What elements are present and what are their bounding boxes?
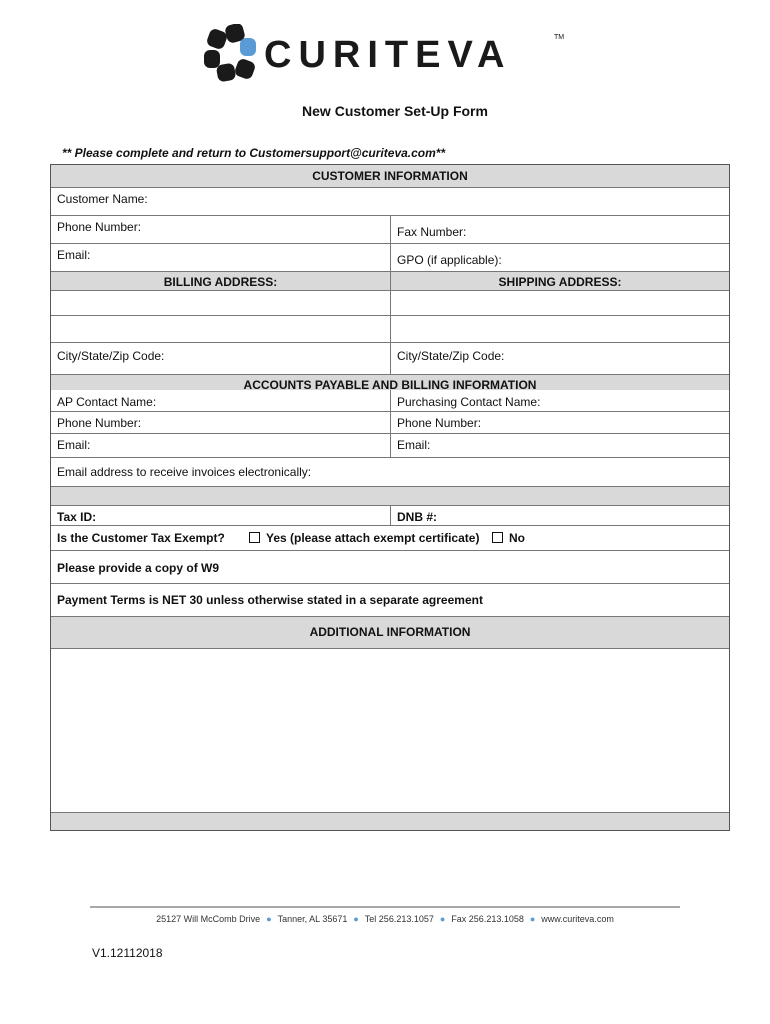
trademark: TM bbox=[554, 34, 565, 41]
billing-address-line-1[interactable] bbox=[51, 291, 391, 315]
shipping-address-line-1[interactable] bbox=[391, 291, 729, 315]
shipping-city-label: City/State/Zip Code: bbox=[397, 349, 505, 363]
purchasing-contact-label: Purchasing Contact Name: bbox=[397, 395, 541, 409]
email-gpo-row bbox=[51, 244, 729, 272]
footer-contact bbox=[90, 914, 680, 924]
dnb-label: DNB #: bbox=[397, 510, 438, 524]
tax-exempt-row bbox=[51, 526, 729, 551]
yes-label: Yes (please attach exempt certificate) bbox=[266, 531, 480, 545]
ap-contact-label: AP Contact Name: bbox=[57, 395, 157, 409]
ap-phone-field[interactable] bbox=[51, 412, 391, 433]
fax-label: Fax Number: bbox=[397, 225, 467, 239]
tax-id-field[interactable] bbox=[51, 506, 391, 525]
footer-address: 25127 Will McComb Drive bbox=[156, 914, 261, 924]
purchasing-phone-label: Phone Number: bbox=[397, 416, 482, 430]
ap-header: ACCOUNTS PAYABLE AND BILLING INFORMATION bbox=[243, 378, 537, 392]
ap-email-field[interactable] bbox=[51, 434, 391, 457]
payment-terms-text: Payment Terms is NET 30 unless otherwise stated in a separate agreement bbox=[57, 593, 483, 607]
additional-info-header-row bbox=[51, 617, 729, 649]
footer-fax: Fax 256.213.1058 bbox=[451, 914, 524, 924]
version-label: V1.12112018 bbox=[92, 946, 163, 960]
ap-phone-label: Phone Number: bbox=[57, 416, 142, 430]
address-line-2-row bbox=[51, 316, 729, 343]
tax-row bbox=[51, 506, 729, 526]
billing-city-label: City/State/Zip Code: bbox=[57, 349, 165, 363]
w9-row bbox=[51, 551, 729, 584]
customer-info-header-row bbox=[51, 165, 729, 188]
dnb-field[interactable] bbox=[391, 506, 729, 525]
instruction-text: ** Please complete and return to Customersupport@curiteva.com** bbox=[62, 146, 446, 160]
form-title: New Customer Set-Up Form bbox=[302, 103, 488, 119]
bullet-icon: ● bbox=[439, 914, 446, 924]
gpo-field[interactable] bbox=[391, 244, 729, 271]
tax-exempt-question: Is the Customer Tax Exempt? bbox=[57, 531, 225, 545]
phone-field[interactable] bbox=[51, 216, 391, 243]
footer-tel: Tel 256.213.1057 bbox=[364, 914, 434, 924]
billing-city-field[interactable] bbox=[51, 343, 391, 374]
ap-email-row bbox=[51, 434, 729, 458]
purchasing-phone-field[interactable] bbox=[391, 412, 729, 433]
customer-name-row[interactable] bbox=[51, 188, 729, 216]
bottom-shaded-row bbox=[51, 813, 729, 830]
no-checkbox[interactable] bbox=[492, 532, 503, 543]
footer-divider bbox=[90, 906, 680, 908]
footer-website[interactable]: www.curiteva.com bbox=[541, 914, 614, 924]
shipping-address-header: SHIPPING ADDRESS: bbox=[498, 275, 622, 289]
logo-mark-icon bbox=[204, 24, 260, 82]
ap-email-label: Email: bbox=[57, 438, 91, 452]
ap-phone-row bbox=[51, 412, 729, 434]
tax-exempt-no[interactable] bbox=[492, 531, 525, 545]
no-label: No bbox=[509, 531, 525, 545]
shipping-address-line-2[interactable] bbox=[391, 316, 729, 342]
address-line-1-row bbox=[51, 291, 729, 316]
w9-text: Please provide a copy of W9 bbox=[57, 561, 220, 575]
email-field[interactable] bbox=[51, 244, 391, 271]
gpo-label: GPO (if applicable): bbox=[397, 253, 502, 267]
phone-fax-row bbox=[51, 216, 729, 244]
phone-label: Phone Number: bbox=[57, 220, 142, 234]
email-label: Email: bbox=[57, 248, 91, 262]
billing-address-line-2[interactable] bbox=[51, 316, 391, 342]
shipping-city-field[interactable] bbox=[391, 343, 729, 374]
billing-address-header: BILLING ADDRESS: bbox=[51, 272, 391, 290]
form-grid bbox=[50, 164, 730, 831]
additional-info-field[interactable] bbox=[51, 649, 729, 813]
payment-terms-row bbox=[51, 584, 729, 617]
tax-id-label: Tax ID: bbox=[57, 510, 97, 524]
customer-name-label: Customer Name: bbox=[57, 192, 148, 206]
curiteva-logo bbox=[204, 22, 564, 86]
invoice-email-label: Email address to receive invoices electronically: bbox=[57, 465, 312, 479]
footer-city: Tanner, AL 35671 bbox=[277, 914, 348, 924]
spacer-row bbox=[51, 487, 729, 506]
additional-info-header: ADDITIONAL INFORMATION bbox=[309, 625, 471, 639]
bullet-icon: ● bbox=[353, 914, 359, 924]
tax-exempt-yes[interactable] bbox=[249, 531, 479, 545]
purchasing-email-label: Email: bbox=[397, 438, 431, 452]
brand-name: CURITEVA bbox=[264, 34, 512, 76]
invoice-email-row[interactable] bbox=[51, 458, 729, 487]
purchasing-email-field[interactable] bbox=[391, 434, 729, 457]
ap-block-row bbox=[51, 375, 729, 412]
city-row bbox=[51, 343, 729, 375]
fax-field[interactable] bbox=[391, 216, 729, 243]
bullet-icon: ● bbox=[529, 914, 536, 924]
ap-contact-field[interactable] bbox=[51, 390, 391, 411]
customer-info-header: CUSTOMER INFORMATION bbox=[312, 169, 468, 183]
yes-checkbox[interactable] bbox=[249, 532, 260, 543]
purchasing-contact-field[interactable] bbox=[391, 390, 729, 411]
bullet-icon: ● bbox=[266, 914, 272, 924]
address-header-row bbox=[51, 272, 729, 291]
